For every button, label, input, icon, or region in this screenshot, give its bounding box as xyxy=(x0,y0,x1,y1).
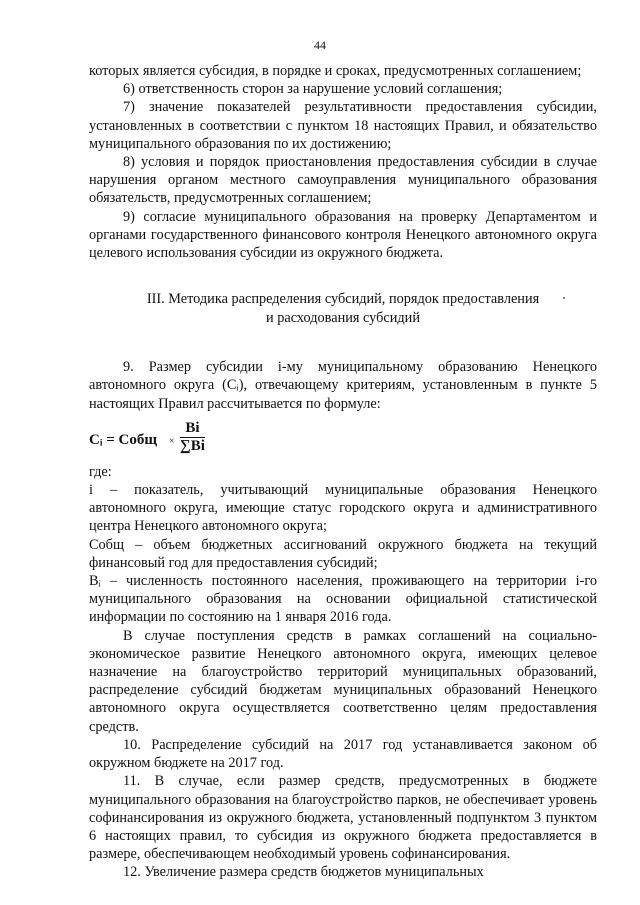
formula-fraction xyxy=(180,419,205,455)
paragraph-item-7: 7) значение показателей результативности предоставления субсидии, установленных в соответствии с пунктом 18 настоящих Правил, и обязательство муниципального образования по их достижению; xyxy=(89,99,597,152)
section-heading-line1: III. Методика распределения субсидий, порядок предоставления xyxy=(146,291,540,308)
paragraph-9: 9. Размер субсидии i-му муниципальному образованию Ненецкого автономного округа (Cᵢ), отвечающему критериям, установленным в пункте 5 настоящих Правил рассчитывается по формуле: xyxy=(89,359,597,412)
section-heading xyxy=(89,290,597,328)
formula-lhs: Cᵢ = Cобщ xyxy=(89,431,158,448)
formula xyxy=(89,419,597,459)
paragraph-continuation: которых является субсидия, в порядке и сроках, предусмотренных соглашением; xyxy=(89,63,582,79)
document-body xyxy=(89,62,597,882)
paragraph-item-9: 9) согласие муниципального образования на проверку Департаментом и органами государственного финансового контроля Ненецкого автономного округа целевого использования субсидии из окружного бюджета. xyxy=(89,208,597,262)
paragraph-funding-case: В случае поступления средств в рамках соглашений на социально-экономическое развитие Ненецкого автономного округа, имеющих целевое назначение на благоустройство территорий муниципальных образований, распределение субсидий бюджетам муниципальных образований Ненецкого автономного округа осуществляется соответственно целям предоставления средств. xyxy=(89,627,597,735)
paragraph-11: 11. В случае, если размер средств, предусмотренных в бюджете муниципального образования на благоустройство парков, не обеспечивает уровень софинансирования из окружного бюджета, установленный подпунктом 3 пунктом 6 настоящих правил, то субсидия из окружного бюджета предоставляется в размере, обеспечивающем необходимый уровень софинансирования. xyxy=(89,773,597,863)
formula-multiply: × xyxy=(169,435,175,447)
where-label: где: xyxy=(89,463,112,480)
paragraph-10: 10. Распределение субсидий на 2017 год устанавливается законом об окружном бюджете на 2017 год. xyxy=(89,736,597,772)
paragraph-item-8: 8) условия и порядок приостановления предоставления субсидии в случае нарушения органом местного самоуправления муниципального образования обязательств, предусмотренных соглашением; xyxy=(89,154,597,207)
paragraph-item-6: 6) ответственность сторон за нарушение условий соглашения; xyxy=(123,81,503,98)
paragraph-12: 12. Увеличение размера средств бюджетов муниципальных xyxy=(123,864,484,881)
definition-b: Bᵢ – численность постоянного населения, проживающего на территории i-го муниципального образования на основании официальной статистической информации по состоянию на 1 января 2016 года. xyxy=(89,573,597,626)
formula-numerator: Bi xyxy=(185,419,200,436)
formula-denominator: ∑Bi xyxy=(180,437,205,454)
definition-i: i – показатель, учитывающий муниципальные образования Ненецкого автономного округа, имеющие статус городского округа и административного центра Ненецкого автономного округа; xyxy=(89,482,597,535)
page-number: 44 xyxy=(314,38,326,52)
definition-c-total: Cобщ – объем бюджетных ассигнований окружного бюджета на текущий финансовый год для предоставления субсидий; xyxy=(89,536,597,571)
section-heading-line2: и расходования субсидий xyxy=(266,310,420,327)
